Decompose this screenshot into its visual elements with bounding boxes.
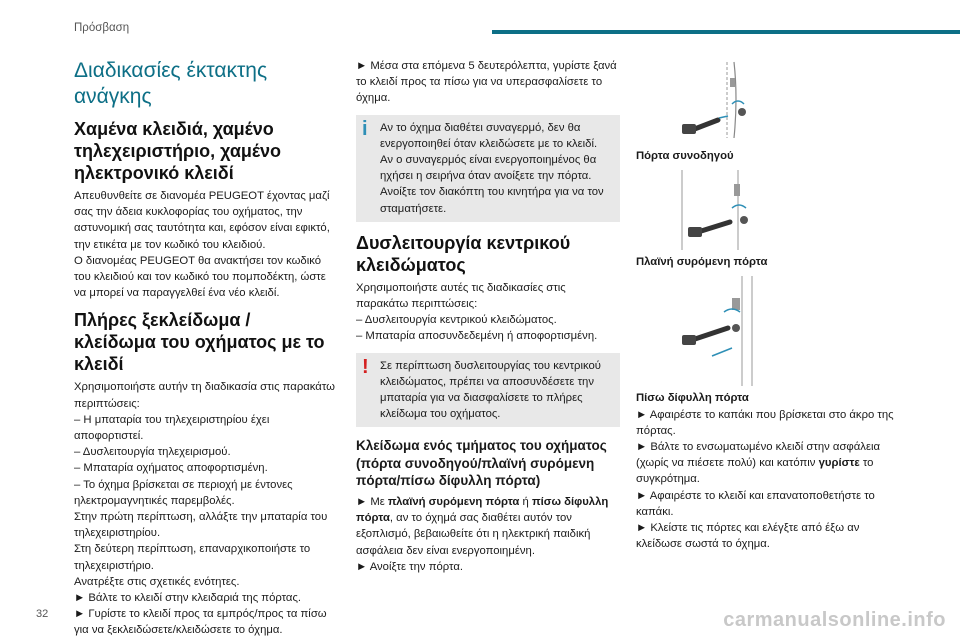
step: ► Αφαιρέστε το καπάκι που βρίσκεται στο άκρο της πόρτας. [636,408,894,437]
column-3 [636,58,906,552]
note-text: Σε περίπτωση δυσλειτουργίας του κεντρικού κλειδώματος, πρέπει να αποσυνδέσετε την μπαταρία για να διασφαλίσετε το πλήρες κλείδωμα του οχήματος. [380,359,601,421]
paragraph: Ο διανομέας PEUGEOT θα ανακτήσει τον κωδικό του κλειδιού και τον κωδικό του πομποδέκτη, ώστε να μπορεί να παραγγελθεί ένα νέο κλειδί. [74,254,326,300]
step-text-bold: γυρίστε [818,457,860,470]
paragraph: Στην πρώτη περίπτωση, αλλάξτε την μπαταρία του τηλεχειριστηρίου. [74,511,328,540]
warning-note [356,353,620,428]
page-title: Διαδικασίες έκτακτης ανάγκης [74,59,268,108]
paragraph: Χρησιμοποιήστε αυτήν τη διαδικασία στις παρακάτω περιπτώσεις: [74,381,335,410]
header-accent-bar [492,30,960,34]
warning-icon: ! [362,355,369,378]
sliding-door-illustration [672,170,772,250]
column-1 [74,58,336,639]
step: ► Ανοίξτε την πόρτα. [356,560,464,573]
step-text-bold: πλαϊνή συρόμενη πόρτα [387,495,520,508]
page-number: 32 [36,608,49,620]
step: ► Κλείστε τις πόρτες και ελέγξτε από έξω αν κλείδωσε σωστά το όχημα. [636,522,860,551]
step: ► Γυρίστε το κλειδί προς τα εμπρός/προς τα πίσω για να ξεκλειδώσετε/κλειδώσετε το όχημα. [74,608,327,637]
step-text: το συγκρότημα. [636,457,874,486]
step: ► Μέσα στα επόμενα 5 δευτερόλεπτα, γυρίστε ξανά το κλειδί προς τα πίσω για να υπερασφαλίσετε το όχημα. [356,60,617,105]
heading-full-unlock-lock: Πλήρες ξεκλείδωμα / κλείδωμα του οχήματος με το κλειδί [74,310,325,375]
paragraph: Στη δεύτερη περίπτωση, επαναρχικοποιήστε το τηλεχειριστήριο. [74,543,311,572]
step: ► Αφαιρέστε το κλειδί και επανατοποθετήστε το καπάκι. [636,489,875,518]
list-item: – Η μπαταρία του τηλεχειριστηρίου έχει αποφορτιστεί. [74,413,270,443]
list-item: – Δυσλειτουργία κεντρικού κλειδώματος. [356,314,557,327]
step-text: ► Με [356,495,388,508]
paragraph: Ανατρέξτε στις σχετικές ενότητες. [74,575,240,588]
caption-rear-double-door: Πίσω δίφυλλη πόρτα [636,392,749,405]
list-item: – Μπαταρία οχήματος αποφορτισμένη. [74,462,268,475]
list-item: – Το όχημα βρίσκεται σε περιοχή με έντονες ηλεκτρομαγνητικές παρεμβολές. [74,478,293,507]
step-text: , αν το όχημά σας διαθέτει αυτόν τον εξοπλισμό, βεβαιωθείτε ότι η ηλεκτρική παιδική ασφάλεια δεν είναι ενεργοποιημένη. [356,512,591,557]
caption-passenger-door: Πόρτα συνοδηγού [636,150,734,162]
watermark: carmanualsonline.info [723,609,946,631]
step: ► Βάλτε το κλειδί στην κλειδαριά της πόρτας. [74,592,302,605]
rear-double-door-illustration [672,276,772,386]
paragraph: Χρησιμοποιήστε αυτές τις διαδικασίες στις παρακάτω περιπτώσεις: [356,281,566,311]
step [636,439,906,488]
step-text-bold: πίσω δίφυλλη πόρτα [356,495,609,525]
column-2 [356,58,620,575]
info-icon: i [362,117,368,140]
step-text: ή [519,495,532,508]
passenger-door-illustration [672,58,772,144]
heading-central-locking-fault: Δυσλειτουργία κεντρικού κλειδώματος [356,232,571,275]
step-text: ► Βάλτε το ενσωματωμένο κλειδί στην ασφάλεια (χωρίς να πιέσετε πολύ) και κατόπιν [636,441,881,470]
note-text: Αν ο συναγερμός είναι ενεργοποιημένος θα ηχήσει η σειρήνα όταν ανοίξετε την πόρτα. Ανοίξτε τον διακόπτη του κινητήρα για να τον σταματήσετε. [380,154,604,215]
subheading-partial-locking: Κλείδωμα ενός τμήματος του οχήματος (πόρτα συνοδηγού/πλαϊνή συρόμενη πόρτα/πίσω δίφυλλη πόρτα) [356,438,607,489]
step [356,494,620,559]
info-note [356,115,620,222]
running-header: Πρόσβαση [74,22,130,34]
caption-sliding-door: Πλαϊνή συρόμενη πόρτα [636,256,768,269]
list-item: – Δυσλειτουργία τηλεχειρισμού. [74,446,231,459]
heading-lost-keys: Χαμένα κλειδιά, χαμένο τηλεχειριστήριο, χαμένο ηλεκτρονικό κλειδί [74,119,282,183]
paragraph: Απευθυνθείτε σε διανομέα PEUGEOT έχοντας μαζί σας την άδεια κυκλοφορίας του οχήματος, την αστυνομική σας ταυτότητα και, εφόσον είναι εφικτό, την ετικέτα με τον κωδικό του κλειδιού. [74,190,330,251]
list-item: – Μπαταρία αποσυνδεδεμένη ή αποφορτισμένη. [356,330,598,343]
note-text: Αν το όχημα διαθέτει συναγερμό, δεν θα ενεργοποιηθεί όταν κλειδώσετε με το κλειδί. [380,121,598,150]
